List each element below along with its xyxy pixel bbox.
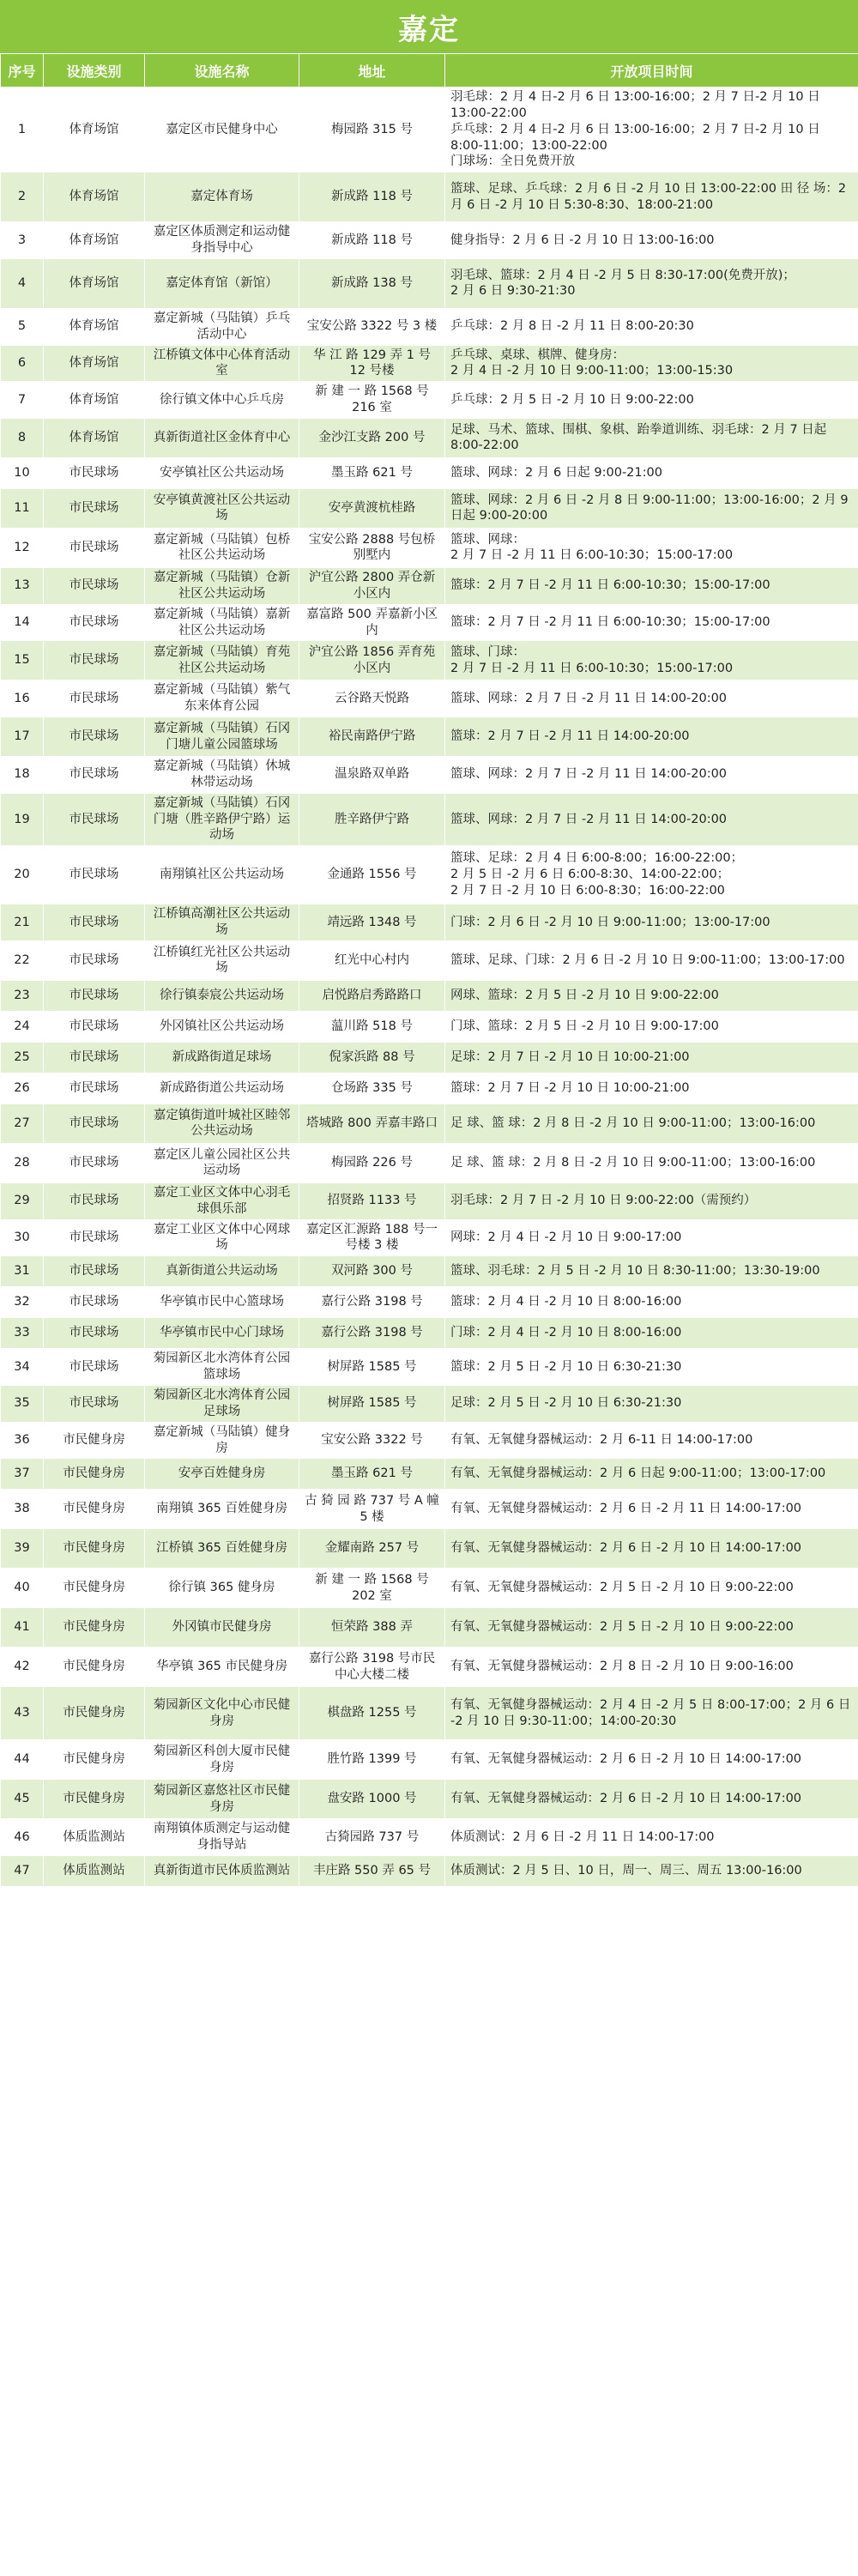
row-number: 8 (1, 418, 44, 457)
facility-category: 市民健身房 (44, 1648, 145, 1687)
facility-name: 嘉定体育馆（新馆） (145, 258, 299, 308)
table-body (1, 88, 858, 1887)
table-row (1, 1073, 858, 1104)
opening-hours: 门球、篮球：2 月 5 日 -2 月 10 日 9:00-17:00 (445, 1011, 858, 1042)
facility-address: 嘉行公路 3198 号市民中心大楼二楼 (299, 1648, 445, 1687)
facility-name: 嘉定新城（马陆镇）休城林带运动场 (145, 757, 299, 794)
facility-category: 体质监测站 (44, 1819, 145, 1856)
facility-category: 市民球场 (44, 1143, 145, 1182)
table-row (1, 567, 858, 604)
opening-hours: 有氧、无氧健身器械运动：2 月 5 日 -2 月 10 日 9:00-22:00 (445, 1608, 858, 1648)
facility-name: 嘉定区儿童公园社区公共运动场 (145, 1143, 299, 1182)
facility-name: 新成路街道足球场 (145, 1042, 299, 1073)
row-number: 4 (1, 258, 44, 308)
table-row (1, 1740, 858, 1780)
row-number: 35 (1, 1386, 44, 1423)
row-number: 36 (1, 1422, 44, 1459)
facility-address: 温泉路双单路 (299, 757, 445, 794)
facility-category: 市民球场 (44, 488, 145, 528)
facility-category: 体育场馆 (44, 345, 145, 382)
facility-category: 市民健身房 (44, 1569, 145, 1608)
facility-name: 安亭镇社区公共运动场 (145, 457, 299, 488)
table-row (1, 1529, 858, 1569)
row-number: 21 (1, 904, 44, 941)
facility-address: 树屏路 1585 号 (299, 1349, 445, 1386)
facility-category: 市民球场 (44, 1182, 145, 1219)
facility-address: 沪宜公路 1856 弄育苑小区内 (299, 641, 445, 680)
facility-name: 嘉定镇街道叶城社区睦邻公共运动场 (145, 1104, 299, 1143)
facility-address: 裕民南路伊宁路 (299, 717, 445, 757)
facility-address: 丰庄路 550 弄 65 号 (299, 1856, 445, 1887)
facility-category: 市民球场 (44, 1287, 145, 1318)
table-row (1, 1648, 858, 1687)
table-row (1, 488, 858, 528)
facility-category: 体育场馆 (44, 172, 145, 222)
facility-category: 市民健身房 (44, 1490, 145, 1529)
facility-name: 江桥镇高潮社区公共运动场 (145, 904, 299, 941)
row-number: 32 (1, 1287, 44, 1318)
opening-hours: 篮球、羽毛球：2 月 5 日 -2 月 10 日 8:30-11:00；13:30-19:00 (445, 1256, 858, 1287)
facility-name: 安亭镇黄渡社区公共运动场 (145, 488, 299, 528)
table-row (1, 88, 858, 172)
table-row (1, 1459, 858, 1490)
facility-address: 盘安路 1000 号 (299, 1780, 445, 1819)
row-number: 42 (1, 1648, 44, 1687)
opening-hours: 篮球：2 月 4 日 -2 月 10 日 8:00-16:00 (445, 1287, 858, 1318)
opening-hours: 篮球：2 月 7 日 -2 月 11 日 6:00-10:30；15:00-17:00 (445, 604, 858, 641)
table-row (1, 604, 858, 641)
column-header-hours: 开放项目时间 (445, 54, 858, 88)
facility-name: 嘉定区体质测定和运动健身指导中心 (145, 222, 299, 259)
table-row (1, 1490, 858, 1529)
opening-hours: 篮球：2 月 7 日 -2 月 11 日 14:00-20:00 (445, 717, 858, 757)
row-number: 39 (1, 1529, 44, 1569)
facility-name: 菊园新区文化中心市民健身房 (145, 1687, 299, 1740)
table-row (1, 680, 858, 717)
table-row (1, 757, 858, 794)
opening-hours: 健身指导：2 月 6 日 -2 月 10 日 13:00-16:00 (445, 222, 858, 259)
table-row (1, 793, 858, 846)
row-number: 23 (1, 980, 44, 1011)
facility-category: 体育场馆 (44, 418, 145, 457)
facility-address: 招贤路 1133 号 (299, 1182, 445, 1219)
table-row (1, 846, 858, 904)
facility-address: 云谷路天悦路 (299, 680, 445, 717)
facility-address: 新 建 一 路 1568 号 216 室 (299, 382, 445, 419)
facility-category: 市民球场 (44, 1318, 145, 1349)
opening-hours: 足球：2 月 7 日 -2 月 10 日 10:00-21:00 (445, 1042, 858, 1073)
row-number: 34 (1, 1349, 44, 1386)
facility-address: 启悦路启秀路路口 (299, 980, 445, 1011)
row-number: 40 (1, 1569, 44, 1608)
facility-name: 嘉定新城（马陆镇）健身房 (145, 1422, 299, 1459)
table-row (1, 1856, 858, 1887)
row-number: 15 (1, 641, 44, 680)
facility-category: 市民健身房 (44, 1780, 145, 1819)
facility-category: 市民健身房 (44, 1687, 145, 1740)
row-number: 28 (1, 1143, 44, 1182)
facility-address: 胜辛路伊宁路 (299, 793, 445, 846)
row-number: 12 (1, 528, 44, 567)
facility-name: 南翔镇 365 百姓健身房 (145, 1490, 299, 1529)
row-number: 38 (1, 1490, 44, 1529)
facility-table (0, 53, 858, 1887)
facility-category: 市民球场 (44, 680, 145, 717)
table-row (1, 1182, 858, 1219)
facility-address: 恒荣路 388 弄 (299, 1608, 445, 1648)
facility-category: 体质监测站 (44, 1856, 145, 1887)
facility-name: 嘉定新城（马陆镇）仓新社区公共运动场 (145, 567, 299, 604)
column-header-no: 序号 (1, 54, 44, 88)
facility-name: 真新街道公共运动场 (145, 1256, 299, 1287)
facility-category: 市民球场 (44, 1219, 145, 1256)
facility-name: 江桥镇 365 百姓健身房 (145, 1529, 299, 1569)
facility-address: 塔城路 800 弄嘉丰路口 (299, 1104, 445, 1143)
opening-hours: 羽毛球：2 月 4 日-2 月 6 日 13:00-16:00；2 月 7 日-2 月 10 日 13:00-22:00 乒乓球：2 月 4 日-2 月 6 日 13:00-16:00；2 月 7 日-2 月 10 日 8:00-11:00；13:00-22:00 门球场：全日免费开放 (445, 88, 858, 172)
facility-name: 真新街道社区金体育中心 (145, 418, 299, 457)
row-number: 25 (1, 1042, 44, 1073)
opening-hours: 门球：2 月 6 日 -2 月 10 日 9:00-11:00；13:00-17:00 (445, 904, 858, 941)
table-row (1, 980, 858, 1011)
row-number: 46 (1, 1819, 44, 1856)
facility-category: 市民球场 (44, 757, 145, 794)
row-number: 11 (1, 488, 44, 528)
opening-hours: 有氧、无氧健身器械运动：2 月 6 日 -2 月 10 日 14:00-17:00 (445, 1740, 858, 1780)
facility-name: 外冈镇社区公共运动场 (145, 1011, 299, 1042)
row-number: 41 (1, 1608, 44, 1648)
facility-name: 江桥镇文体中心体育活动室 (145, 345, 299, 382)
opening-hours: 门球：2 月 4 日 -2 月 10 日 8:00-16:00 (445, 1318, 858, 1349)
row-number: 14 (1, 604, 44, 641)
row-number: 43 (1, 1687, 44, 1740)
table-row (1, 1687, 858, 1740)
table-row (1, 641, 858, 680)
opening-hours: 篮球、网球： 2 月 7 日 -2 月 11 日 6:00-10:30；15:00-17:00 (445, 528, 858, 567)
facility-name: 嘉定新城（马陆镇）乒乓活动中心 (145, 308, 299, 345)
opening-hours: 篮球：2 月 7 日 -2 月 11 日 6:00-10:30；15:00-17:00 (445, 567, 858, 604)
facility-address: 宝安公路 2888 号包桥别墅内 (299, 528, 445, 567)
opening-hours: 有氧、无氧健身器械运动：2 月 4 日 -2 月 5 日 8:00-17:00；2 月 6 日 -2 月 10 日 9:30-11:00；14:00-20:30 (445, 1687, 858, 1740)
table-row (1, 1422, 858, 1459)
facility-address: 安亭黄渡杭桂路 (299, 488, 445, 528)
row-number: 29 (1, 1182, 44, 1219)
row-number: 37 (1, 1459, 44, 1490)
facility-address: 新成路 118 号 (299, 172, 445, 222)
opening-hours: 羽毛球、篮球：2 月 4 日 -2 月 5 日 8:30-17:00(免费开放)； 2 月 6 日 9:30-21:30 (445, 258, 858, 308)
facility-name: 徐行镇泰宸公共运动场 (145, 980, 299, 1011)
facility-address: 红光中心村内 (299, 940, 445, 980)
opening-hours: 篮球：2 月 5 日 -2 月 10 日 6:30-21:30 (445, 1349, 858, 1386)
table-row (1, 1042, 858, 1073)
facility-category: 体育场馆 (44, 258, 145, 308)
facility-name: 嘉定工业区文体中心羽毛球俱乐部 (145, 1182, 299, 1219)
row-number: 18 (1, 757, 44, 794)
facility-address: 金沙江支路 200 号 (299, 418, 445, 457)
table-row (1, 904, 858, 941)
row-number: 2 (1, 172, 44, 222)
table-row (1, 172, 858, 222)
facility-address: 胜竹路 1399 号 (299, 1740, 445, 1780)
row-number: 17 (1, 717, 44, 757)
table-row (1, 1569, 858, 1608)
facility-category: 市民球场 (44, 1104, 145, 1143)
facility-address: 新成路 118 号 (299, 222, 445, 259)
facility-address: 墨玉路 621 号 (299, 1459, 445, 1490)
opening-hours: 足球：2 月 5 日 -2 月 10 日 6:30-21:30 (445, 1386, 858, 1423)
facility-address: 嘉行公路 3198 号 (299, 1318, 445, 1349)
facility-name: 南翔镇社区公共运动场 (145, 846, 299, 904)
facility-name: 江桥镇红光社区公共运动场 (145, 940, 299, 980)
facility-address: 宝安公路 3322 号 (299, 1422, 445, 1459)
row-number: 3 (1, 222, 44, 259)
table-row (1, 345, 858, 382)
facility-name: 菊园新区嘉悠社区市民健身房 (145, 1780, 299, 1819)
row-number: 1 (1, 88, 44, 172)
row-number: 22 (1, 940, 44, 980)
facility-name: 嘉定区市民健身中心 (145, 88, 299, 172)
facility-category: 市民球场 (44, 1349, 145, 1386)
facility-address: 新 建 一 路 1568 号 202 室 (299, 1569, 445, 1608)
facility-category: 市民球场 (44, 528, 145, 567)
facility-address: 宝安公路 3322 号 3 楼 (299, 308, 445, 345)
opening-hours: 足 球、篮 球：2 月 8 日 -2 月 10 日 9:00-11:00；13:00-16:00 (445, 1104, 858, 1143)
page-title: 嘉定 (0, 0, 858, 53)
table-row (1, 1780, 858, 1819)
facility-category: 市民球场 (44, 1011, 145, 1042)
facility-category: 市民球场 (44, 717, 145, 757)
table-row (1, 1819, 858, 1856)
opening-hours: 有氧、无氧健身器械运动：2 月 6 日 -2 月 11 日 14:00-17:00 (445, 1490, 858, 1529)
table-row (1, 1608, 858, 1648)
row-number: 33 (1, 1318, 44, 1349)
opening-hours: 篮球、足球、门球：2 月 6 日 -2 月 10 日 9:00-11:00；13:00-17:00 (445, 940, 858, 980)
facility-name: 徐行镇 365 健身房 (145, 1569, 299, 1608)
facility-category: 市民球场 (44, 567, 145, 604)
opening-hours: 乒乓球：2 月 8 日 -2 月 11 日 8:00-20:30 (445, 308, 858, 345)
facility-name: 嘉定新城（马陆镇）紫气东来体育公园 (145, 680, 299, 717)
facility-name: 华亭镇市民中心门球场 (145, 1318, 299, 1349)
column-header-address: 地址 (299, 54, 445, 88)
opening-hours: 篮球、网球：2 月 6 日 -2 月 8 日 9:00-11:00；13:00-16:00；2 月 9 日起 9:00-20:00 (445, 488, 858, 528)
facility-address: 梅园路 315 号 (299, 88, 445, 172)
facility-address: 古猗园路 737 号 (299, 1819, 445, 1856)
facility-category: 市民健身房 (44, 1740, 145, 1780)
facility-address: 树屏路 1585 号 (299, 1386, 445, 1423)
opening-hours: 篮球、足球：2 月 4 日 6:00-8:00；16:00-22:00； 2 月 5 日 -2 月 6 日 6:00-8:30、14:00-22:00； 2 月 7 日 -2 月 10 日 6:00-8:30；16:00-22:00 (445, 846, 858, 904)
opening-hours: 体质测试：2 月 6 日 -2 月 11 日 14:00-17:00 (445, 1819, 858, 1856)
facility-category: 市民球场 (44, 904, 145, 941)
opening-hours: 有氧、无氧健身器械运动：2 月 5 日 -2 月 10 日 9:00-22:00 (445, 1569, 858, 1608)
facility-address: 梅园路 226 号 (299, 1143, 445, 1182)
facility-address: 华 江 路 129 弄 1 号 12 号楼 (299, 345, 445, 382)
facility-category: 市民健身房 (44, 1529, 145, 1569)
table-row (1, 1011, 858, 1042)
facility-address: 仓场路 335 号 (299, 1073, 445, 1104)
table-row (1, 1143, 858, 1182)
opening-hours: 有氧、无氧健身器械运动：2 月 6 日起 9:00-11:00；13:00-17:00 (445, 1459, 858, 1490)
row-number: 13 (1, 567, 44, 604)
facility-name: 嘉定工业区文体中心网球场 (145, 1219, 299, 1256)
opening-hours: 篮球、网球：2 月 7 日 -2 月 11 日 14:00-20:00 (445, 757, 858, 794)
facility-name: 嘉定新城（马陆镇）包桥社区公共运动场 (145, 528, 299, 567)
facility-address: 新成路 138 号 (299, 258, 445, 308)
table-row (1, 222, 858, 259)
table-row (1, 418, 858, 457)
row-number: 7 (1, 382, 44, 419)
opening-hours: 篮球、网球：2 月 7 日 -2 月 11 日 14:00-20:00 (445, 793, 858, 846)
facility-category: 市民球场 (44, 846, 145, 904)
facility-name: 菊园新区北水湾体育公园足球场 (145, 1386, 299, 1423)
facility-address: 金耀南路 257 号 (299, 1529, 445, 1569)
facility-address: 沪宜公路 2800 弄仓新小区内 (299, 567, 445, 604)
facility-address: 倪家浜路 88 号 (299, 1042, 445, 1073)
facility-category: 市民球场 (44, 457, 145, 488)
row-number: 44 (1, 1740, 44, 1780)
opening-hours: 篮球、网球：2 月 6 日起 9:00-21:00 (445, 457, 858, 488)
row-number: 27 (1, 1104, 44, 1143)
table-row (1, 1219, 858, 1256)
table-row (1, 1318, 858, 1349)
opening-hours: 篮球、门球： 2 月 7 日 -2 月 11 日 6:00-10:30；15:00-17:00 (445, 641, 858, 680)
table-row (1, 382, 858, 419)
facility-category: 市民球场 (44, 793, 145, 846)
facility-address: 嘉富路 500 弄嘉新小区内 (299, 604, 445, 641)
row-number: 5 (1, 308, 44, 345)
opening-hours: 篮球、网球：2 月 7 日 -2 月 11 日 14:00-20:00 (445, 680, 858, 717)
facility-address: 金通路 1556 号 (299, 846, 445, 904)
opening-hours: 乒乓球、桌球、棋牌、健身房： 2 月 4 日 -2 月 10 日 9:00-11:00；13:00-15:30 (445, 345, 858, 382)
facility-address: 嘉行公路 3198 号 (299, 1287, 445, 1318)
facility-category: 市民球场 (44, 1042, 145, 1073)
row-number: 24 (1, 1011, 44, 1042)
opening-hours: 乒乓球：2 月 5 日 -2 月 10 日 9:00-22:00 (445, 382, 858, 419)
facility-name: 外冈镇市民健身房 (145, 1608, 299, 1648)
facility-category: 体育场馆 (44, 308, 145, 345)
opening-hours: 篮球、足球、乒乓球：2 月 6 日 -2 月 10 日 13:00-22:00 田 径 场：2 月 6 日 -2 月 10 日 5:30-8:30、18:00-21:00 (445, 172, 858, 222)
facility-name: 嘉定新城（马陆镇）育苑社区公共运动场 (145, 641, 299, 680)
facility-category: 市民健身房 (44, 1422, 145, 1459)
row-number: 30 (1, 1219, 44, 1256)
table-row (1, 717, 858, 757)
opening-hours: 篮球：2 月 7 日 -2 月 10 日 10:00-21:00 (445, 1073, 858, 1104)
row-number: 47 (1, 1856, 44, 1887)
facility-category: 市民球场 (44, 1256, 145, 1287)
opening-hours: 有氧、无氧健身器械运动：2 月 6 日 -2 月 10 日 14:00-17:00 (445, 1529, 858, 1569)
table-header-row (1, 54, 858, 88)
facility-address: 棋盘路 1255 号 (299, 1687, 445, 1740)
row-number: 45 (1, 1780, 44, 1819)
facility-name: 嘉定新城（马陆镇）石冈门塘（胜辛路伊宁路）运动场 (145, 793, 299, 846)
facility-category: 市民球场 (44, 604, 145, 641)
row-number: 26 (1, 1073, 44, 1104)
opening-hours: 有氧、无氧健身器械运动：2 月 8 日 -2 月 10 日 9:00-16:00 (445, 1648, 858, 1687)
column-header-name: 设施名称 (145, 54, 299, 88)
row-number: 31 (1, 1256, 44, 1287)
facility-address: 古 猗 园 路 737 号 A 幢 5 楼 (299, 1490, 445, 1529)
facility-address: 嘉定区汇源路 188 号一号楼 3 楼 (299, 1219, 445, 1256)
table-row (1, 258, 858, 308)
opening-hours: 足 球、篮 球：2 月 8 日 -2 月 10 日 9:00-11:00；13:00-16:00 (445, 1143, 858, 1182)
table-row (1, 1349, 858, 1386)
table-row (1, 1256, 858, 1287)
table-row (1, 940, 858, 980)
facility-category: 市民球场 (44, 980, 145, 1011)
column-header-category: 设施类别 (44, 54, 145, 88)
facility-category: 市民球场 (44, 641, 145, 680)
table-row (1, 1287, 858, 1318)
row-number: 20 (1, 846, 44, 904)
facility-name: 徐行镇文体中心乒乓房 (145, 382, 299, 419)
facility-address: 墨玉路 621 号 (299, 457, 445, 488)
facility-category: 体育场馆 (44, 382, 145, 419)
row-number: 19 (1, 793, 44, 846)
facility-name: 嘉定体育场 (145, 172, 299, 222)
facility-name: 菊园新区北水湾体育公园篮球场 (145, 1349, 299, 1386)
facility-category: 市民球场 (44, 940, 145, 980)
facility-address: 靖远路 1348 号 (299, 904, 445, 941)
opening-hours: 有氧、无氧健身器械运动：2 月 6-11 日 14:00-17:00 (445, 1422, 858, 1459)
facility-name: 真新街道市民体质监测站 (145, 1856, 299, 1887)
opening-hours: 网球：2 月 4 日 -2 月 10 日 9:00-17:00 (445, 1219, 858, 1256)
table-row (1, 308, 858, 345)
facility-address: 蕰川路 518 号 (299, 1011, 445, 1042)
facility-category: 市民健身房 (44, 1459, 145, 1490)
facility-name: 华亭镇市民中心篮球场 (145, 1287, 299, 1318)
facility-address: 双河路 300 号 (299, 1256, 445, 1287)
table-row (1, 528, 858, 567)
facility-category: 市民球场 (44, 1386, 145, 1423)
facility-name: 嘉定新城（马陆镇）嘉新社区公共运动场 (145, 604, 299, 641)
opening-hours: 足球、马术、篮球、围棋、象棋、跆拳道训练、羽毛球：2 月 7 日起 8:00-22:00 (445, 418, 858, 457)
facility-name: 新成路街道公共运动场 (145, 1073, 299, 1104)
facility-name: 南翔镇体质测定与运动健身指导站 (145, 1819, 299, 1856)
opening-hours: 羽毛球：2 月 7 日 -2 月 10 日 9:00-22:00（需预约） (445, 1182, 858, 1219)
row-number: 6 (1, 345, 44, 382)
facility-name: 华亭镇 365 市民健身房 (145, 1648, 299, 1687)
table-row (1, 1104, 858, 1143)
facility-name: 菊园新区科创大厦市民健身房 (145, 1740, 299, 1780)
facility-category: 市民球场 (44, 1073, 145, 1104)
opening-hours: 网球、篮球：2 月 5 日 -2 月 10 日 9:00-22:00 (445, 980, 858, 1011)
facility-name: 嘉定新城（马陆镇）石冈门塘儿童公园篮球场 (145, 717, 299, 757)
facility-category: 市民健身房 (44, 1608, 145, 1648)
facility-category: 体育场馆 (44, 222, 145, 259)
opening-hours: 体质测试：2 月 5 日、10 日，周一、周三、周五 13:00-16:00 (445, 1856, 858, 1887)
row-number: 10 (1, 457, 44, 488)
row-number: 16 (1, 680, 44, 717)
opening-hours: 有氧、无氧健身器械运动：2 月 6 日 -2 月 10 日 14:00-17:00 (445, 1780, 858, 1819)
facility-name: 安亭百姓健身房 (145, 1459, 299, 1490)
table-row (1, 1386, 858, 1423)
facility-category: 体育场馆 (44, 88, 145, 172)
table-row (1, 457, 858, 488)
